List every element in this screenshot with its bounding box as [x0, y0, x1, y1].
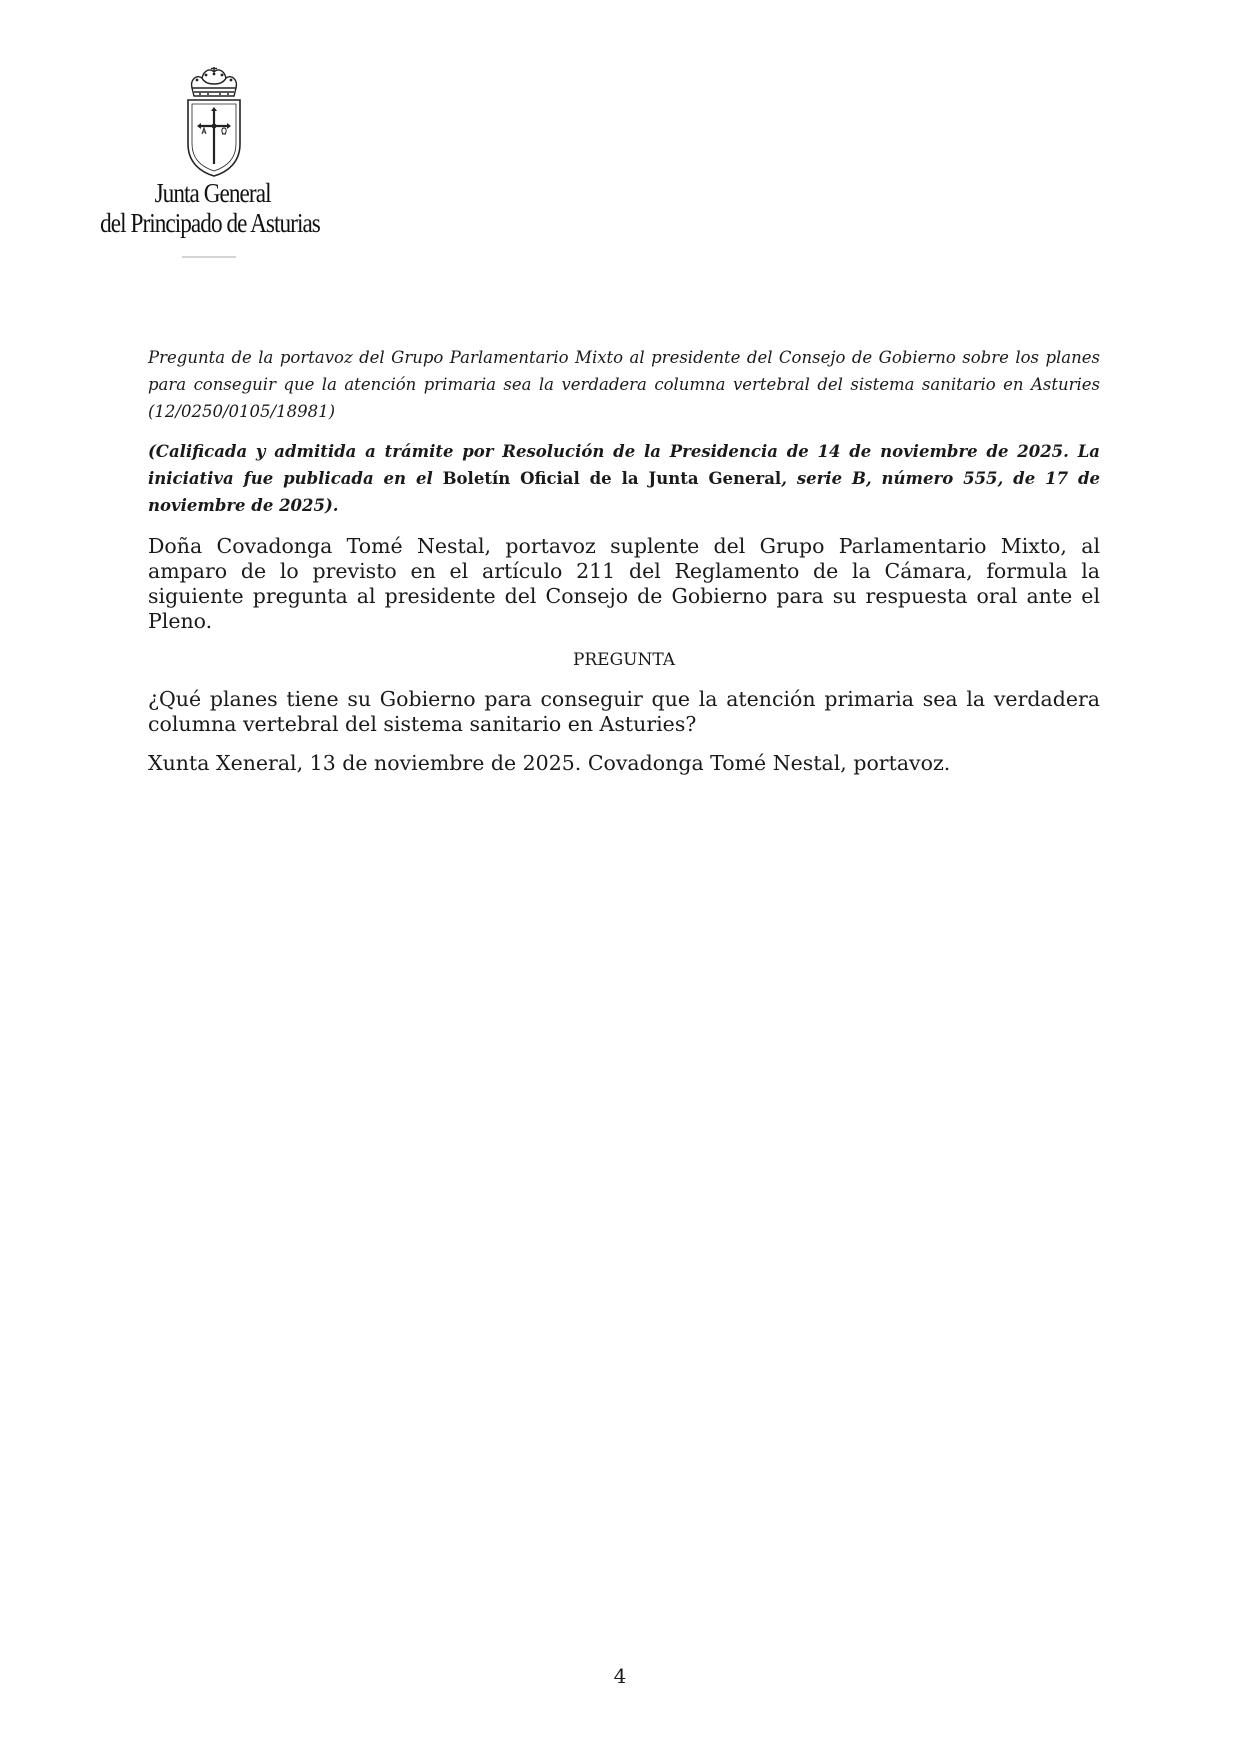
asturias-crest-icon — [180, 66, 248, 178]
intro-paragraph: Doña Covadonga Tomé Nestal, portavoz suplente del Grupo Parlamentario Mixto, al amparo de lo previsto en el artículo 211 del Reglamento de la Cámara, formula la siguiente pregunta al presidente del Consejo de Gobierno para su respuesta oral ante el Pleno. — [148, 534, 1100, 633]
qualification-note-part-1: (Calificada y admitida a trámite por Resolución de la Presidencia de 14 de noviembre de 2025. La iniciativa fue publicada en el — [148, 442, 1100, 488]
bulletin-title: Boletín Oficial de la Junta General — [442, 469, 782, 488]
qualification-note-part-2: , serie B, número 555, de 17 de noviembre de 2025). — [148, 469, 1100, 515]
organization-name-line-1: Junta General — [154, 178, 271, 208]
signature-line: Xunta Xeneral, 13 de noviembre de 2025. Covadonga Tomé Nestal, portavoz. — [148, 751, 951, 775]
header-divider — [182, 256, 236, 258]
document-body — [148, 344, 1100, 790]
organization-name-line-2: del Principado de Asturias — [100, 208, 320, 238]
organization-name — [98, 178, 322, 238]
question-paragraph: ¿Qué planes tiene su Gobierno para conseguir que la atención primaria sea la verdadera columna vertebral del sistema sanitario en Asturies? — [148, 687, 1100, 736]
qualification-note — [148, 438, 1100, 519]
document-heading: Pregunta de la portavoz del Grupo Parlamentario Mixto al presidente del Consejo de Gobierno sobre los planes para conseguir que la atención primaria sea la verdadera columna vertebral del sistema sanitario en Asturies (12/0250/0105/18981) — [148, 348, 1100, 421]
page-number: 4 — [613, 1664, 627, 1688]
section-title: PREGUNTA — [572, 650, 676, 670]
